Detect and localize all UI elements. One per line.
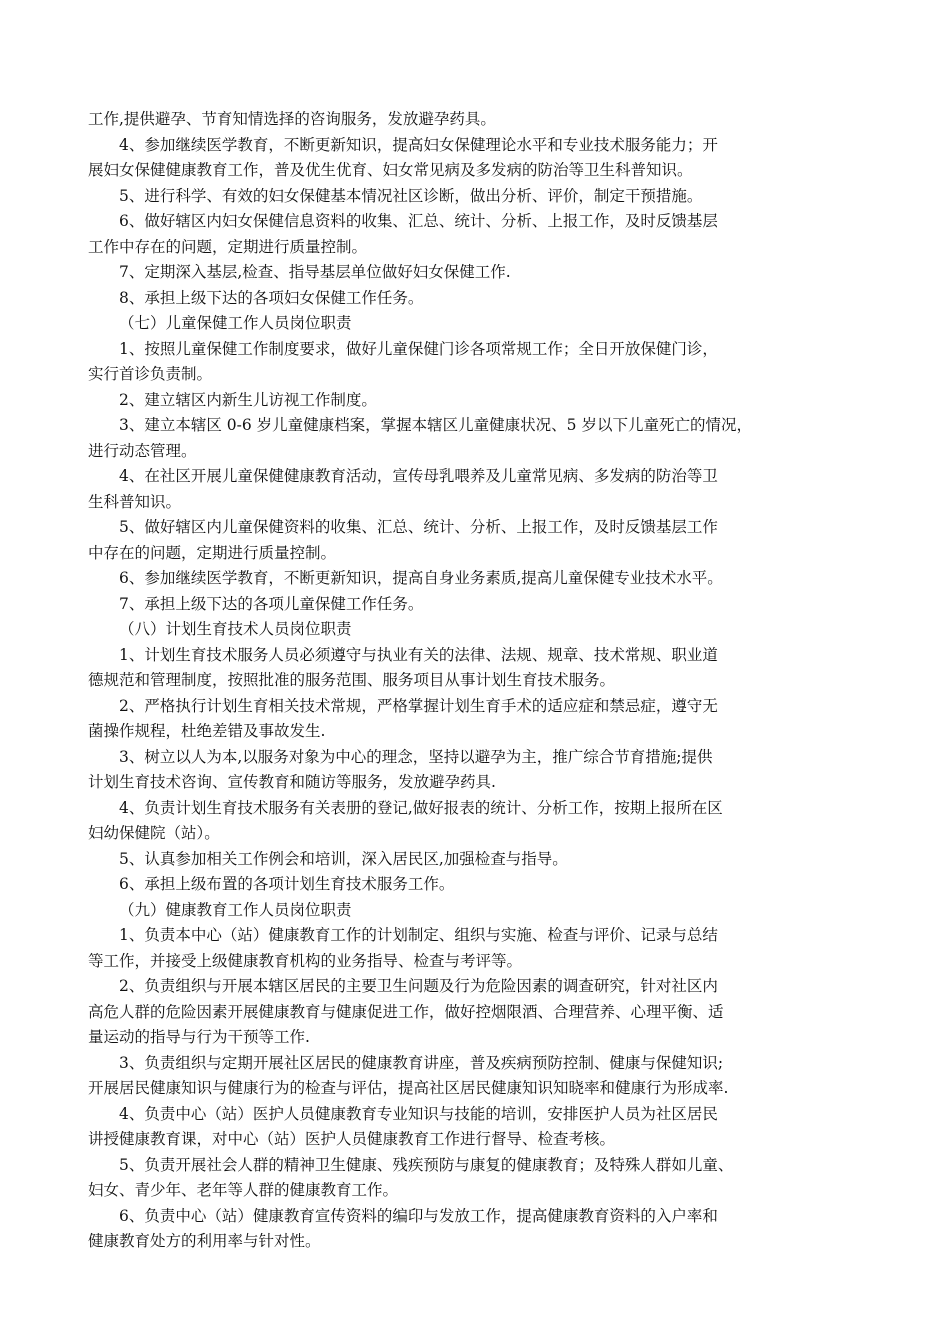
- paragraph-line: 实行首诊负责制。: [88, 365, 213, 383]
- paragraph-line: 1、计划生育技术服务人员必须遵守与执业有关的法律、法规、规章、技术常规、职业道: [119, 645, 718, 664]
- paragraph: [88, 566, 890, 592]
- paragraph-line: 1、按照儿童保健工作制度要求，做好儿童保健门诊各项常规工作；全日开放保健门诊，: [119, 339, 718, 358]
- paragraph-line: 5、进行科学、有效的妇女保健基本情况社区诊断，做出分析、评价，制定干预措施。: [119, 186, 703, 205]
- paragraph: [88, 847, 890, 873]
- paragraph: [88, 796, 890, 847]
- paragraph-line: 计划生育技术咨询、宣传教育和随访等服务，发放避孕药具.: [88, 773, 496, 791]
- section-heading: [88, 617, 890, 643]
- paragraph: [88, 643, 890, 694]
- paragraph: [88, 464, 890, 515]
- paragraph: [88, 337, 890, 388]
- paragraph-line: 生科普知识。: [88, 492, 182, 511]
- paragraph-line: 菌操作规程，杜绝差错及事故发生.: [88, 722, 326, 740]
- paragraph-line: 1、负责本中心（站）健康教育工作的计划制定、组织与实施、检查与评价、记录与总结: [119, 926, 718, 944]
- paragraph-line: 高危人群的危险因素开展健康教育与健康促进工作，做好控烟限酒、合理营养、心理平衡、适: [88, 1002, 724, 1021]
- paragraph: [88, 107, 890, 133]
- paragraph-line: 5、认真参加相关工作例会和培训，深入居民区,加强检查与指导。: [119, 849, 568, 868]
- paragraph-line: 4、参加继续医学教育，不断更新知识，提高妇女保健理论水平和专业技术服务能力；开: [119, 135, 718, 154]
- heading-text: （八）计划生育技术人员岗位职责: [119, 620, 352, 638]
- paragraph: [88, 133, 890, 184]
- heading-text: （七）儿童保健工作人员岗位职责: [119, 314, 352, 332]
- paragraph-line: 6、参加继续医学教育，不断更新知识，提高自身业务素质,提高儿童保健专业技术水平。: [119, 569, 723, 587]
- paragraph-line: 5、负责开展社会人群的精神卫生健康、残疾预防与康复的健康教育；及特殊人群如儿童、: [119, 1155, 734, 1174]
- document-body: [88, 107, 890, 1255]
- paragraph-line: 6、承担上级布置的各项计划生育技术服务工作。: [119, 875, 455, 893]
- paragraph-line: 2、严格执行计划生育相关技术常规，严格掌握计划生育手术的适应症和禁忌症，遵守无: [119, 696, 718, 715]
- paragraph-line: 工作,提供避孕、节育知情选择的咨询服务，发放避孕药具。: [88, 110, 496, 128]
- paragraph-line: 4、负责计划生育技术服务有关表册的登记,做好报表的统计、分析工作，按期上报所在区: [119, 798, 723, 817]
- paragraph: [88, 872, 890, 898]
- paragraph-line: 等工作，并接受上级健康教育机构的业务指导、检查与考评等。: [88, 951, 523, 970]
- section-heading: [88, 898, 890, 924]
- paragraph-line: 3、负责组织与定期开展社区居民的健康教育讲座，普及疾病预防控制、健康与保健知识;: [119, 1053, 724, 1072]
- paragraph-line: 健康教育处方的利用率与针对性。: [88, 1232, 321, 1250]
- paragraph: [88, 1102, 890, 1153]
- heading-text: （九）健康教育工作人员岗位职责: [119, 900, 352, 919]
- paragraph-line: 工作中存在的问题，定期进行质量控制。: [88, 237, 368, 256]
- paragraph-line: 7、承担上级下达的各项儿童保健工作任务。: [119, 594, 424, 613]
- paragraph: [88, 745, 890, 796]
- paragraph-line: 中存在的问题，定期进行质量控制。: [88, 543, 337, 562]
- paragraph-line: 6、做好辖区内妇女保健信息资料的收集、汇总、统计、分析、上报工作，及时反馈基层: [119, 212, 718, 230]
- paragraph-line: 8、承担上级下达的各项妇女保健工作任务。: [119, 288, 424, 307]
- section-heading: [88, 311, 890, 337]
- paragraph-line: 6、负责中心（站）健康教育宣传资料的编印与发放工作，提高健康教育资料的入户率和: [119, 1206, 718, 1225]
- paragraph: [88, 1051, 890, 1102]
- paragraph-line: 7、定期深入基层,检查、指导基层单位做好妇女保健工作.: [119, 263, 511, 281]
- paragraph-line: 德规范和管理制度，按照批准的服务范围、服务项目从事计划生育技术服务。: [88, 671, 616, 689]
- paragraph-line: 2、负责组织与开展本辖区居民的主要卫生问题及行为危险因素的调查研究，针对社区内: [119, 977, 718, 995]
- paragraph-line: 开展居民健康知识与健康行为的检查与评估，提高社区居民健康知识知晓率和健康行为形成率.: [88, 1079, 729, 1097]
- paragraph-line: 妇幼保健院（站）。: [88, 824, 220, 842]
- paragraph: [88, 694, 890, 745]
- paragraph: [88, 413, 890, 464]
- paragraph: [88, 1153, 890, 1204]
- paragraph-line: 展妇女保健健康教育工作，普及优生优育、妇女常见病及多发病的防治等卫生科普知识。: [88, 161, 693, 179]
- paragraph-line: 3、树立以人为本,以服务对象为中心的理念，坚持以避孕为主，推广综合节育措施;提供: [119, 747, 713, 766]
- paragraph-line: 4、负责中心（站）医护人员健康教育专业知识与技能的培训，安排医护人员为社区居民: [119, 1104, 718, 1123]
- paragraph-line: 讲授健康教育课，对中心（站）医护人员健康教育工作进行督导、检查考核。: [88, 1130, 616, 1148]
- paragraph-line: 量运动的指导与行为干预等工作.: [88, 1028, 310, 1046]
- paragraph-line: 5、做好辖区内儿童保健资料的收集、汇总、统计、分析、上报工作，及时反馈基层工作: [119, 518, 718, 536]
- paragraph-line: 3、建立本辖区 0-6 岁儿童健康档案，掌握本辖区儿童健康状况、5 岁以下儿童死亡的情况，: [119, 416, 752, 434]
- paragraph: [88, 592, 890, 618]
- paragraph: [88, 1204, 890, 1255]
- paragraph: [88, 974, 890, 1051]
- paragraph-line: 妇女、青少年、老年等人群的健康教育工作。: [88, 1181, 399, 1199]
- paragraph: [88, 260, 890, 286]
- paragraph-line: 4、在社区开展儿童保健健康教育活动，宣传母乳喂养及儿童常见病、多发病的防治等卫: [119, 467, 718, 485]
- paragraph: [88, 923, 890, 974]
- paragraph: [88, 184, 890, 210]
- paragraph: [88, 209, 890, 260]
- paragraph-line: 进行动态管理。: [88, 441, 197, 460]
- paragraph: [88, 515, 890, 566]
- paragraph: [88, 388, 890, 414]
- paragraph-line: 2、建立辖区内新生儿访视工作制度。: [119, 390, 377, 409]
- paragraph: [88, 286, 890, 312]
